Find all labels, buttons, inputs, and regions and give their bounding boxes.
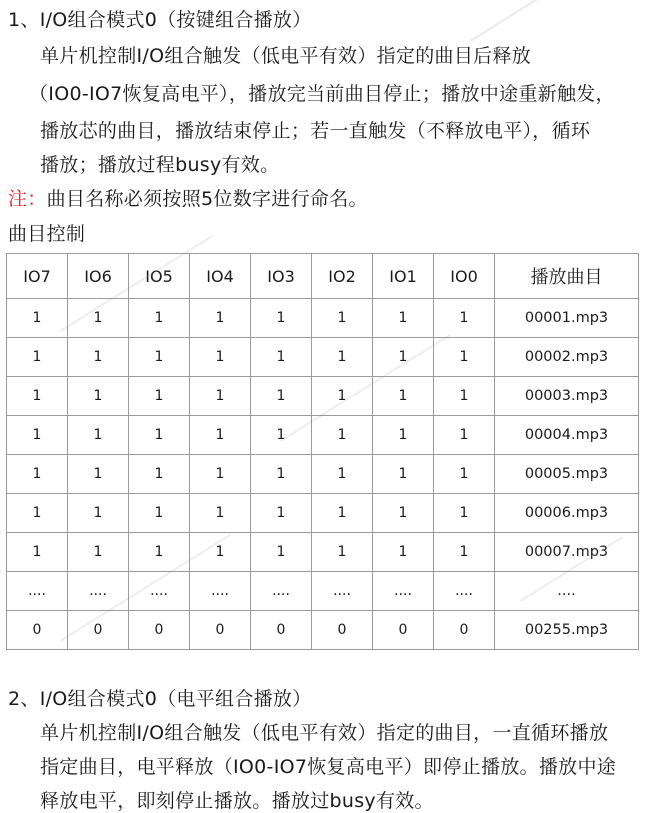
table-cell: 1 [373,377,434,416]
track-cell: 00005.mp3 [495,455,639,494]
table-cell: 1 [434,338,495,377]
table-cell: 1 [7,377,68,416]
table-cell: 1 [251,455,312,494]
table-cell: .... [129,572,190,611]
table-cell: 1 [312,299,373,338]
table-cell: 1 [434,494,495,533]
track-control-table [6,253,639,650]
header-io7: IO7 [7,254,68,299]
table-cell: 1 [251,533,312,572]
table-cell: 1 [7,494,68,533]
table-cell: 0 [190,611,251,650]
header-io5: IO5 [129,254,190,299]
table-cell: 1 [129,338,190,377]
section1-line-4: 播放；播放过程busy有效。 [40,154,280,176]
table-cell: .... [251,572,312,611]
table-cell: 1 [190,377,251,416]
table-cell: 1 [129,377,190,416]
table-cell: 1 [373,416,434,455]
table-cell: 1 [251,416,312,455]
table-cell: 1 [434,377,495,416]
table-cell: 1 [251,338,312,377]
table-row [7,533,639,572]
table-cell: 1 [312,377,373,416]
table-cell: .... [434,572,495,611]
table-cell: 1 [312,338,373,377]
table-row [7,494,639,533]
table-cell: 1 [373,494,434,533]
table-cell: 1 [68,299,129,338]
table-cell: 0 [68,611,129,650]
table-cell: .... [68,572,129,611]
table-cell: 1 [251,494,312,533]
table-cell: 1 [129,416,190,455]
table-cell: 1 [129,455,190,494]
table-cell: 1 [129,494,190,533]
section2-heading: 2、I/O组合模式0（电平组合播放） [8,688,312,710]
header-io6: IO6 [68,254,129,299]
table-cell: 0 [251,611,312,650]
track-cell: 00003.mp3 [495,377,639,416]
section1-line-2: （IO0-IO7恢复高电平），播放完当前曲目停止；播放中途重新触发， [29,83,615,105]
table-cell: .... [7,572,68,611]
watermark-mark [470,0,607,42]
table-cell: 0 [312,611,373,650]
table-row [7,455,639,494]
table-cell: 1 [190,494,251,533]
header-io0: IO0 [434,254,495,299]
table-cell: 1 [434,299,495,338]
table-cell: 1 [373,338,434,377]
table-cell: 1 [68,533,129,572]
table-cell: 1 [7,533,68,572]
header-track: 播放曲目 [495,254,639,299]
table-cell: 1 [373,299,434,338]
table-cell: 1 [68,338,129,377]
table-title: 曲目控制 [8,223,86,245]
table-row [7,299,639,338]
table-cell: .... [373,572,434,611]
table-cell: 1 [7,299,68,338]
section2-line-1: 单片机控制I/O组合触发（低电平有效）指定的曲目，一直循环播放 [40,722,609,744]
table-cell: .... [190,572,251,611]
table-cell: 1 [373,533,434,572]
table-cell: 1 [190,338,251,377]
track-cell: 00006.mp3 [495,494,639,533]
table-cell: 1 [312,455,373,494]
table-cell: 1 [312,494,373,533]
table-cell: 0 [373,611,434,650]
table-cell: 1 [7,416,68,455]
table-cell: 1 [68,416,129,455]
section1-line-3: 播放芯的曲目，播放结束停止；若一直触发（不释放电平），循环 [40,120,591,142]
track-cell: 00255.mp3 [495,611,639,650]
table-row [7,416,639,455]
section2-line-2: 指定曲目，电平释放（IO0-IO7恢复高电平）即停止播放。播放中途 [40,756,617,778]
table-cell: 1 [190,416,251,455]
track-cell: 00002.mp3 [495,338,639,377]
section2-line-3: 释放电平，即刻停止播放。播放过busy有效。 [40,790,434,812]
table-cell: 1 [312,416,373,455]
table-cell: 1 [434,455,495,494]
table-cell: 1 [434,416,495,455]
header-io3: IO3 [251,254,312,299]
track-cell: 00004.mp3 [495,416,639,455]
table-cell: 1 [312,533,373,572]
section1-heading: 1、I/O组合模式0（按键组合播放） [8,9,312,31]
table-header-row [7,254,639,299]
table-cell: 1 [190,299,251,338]
table-row [7,611,639,650]
note-text: 曲目名称必须按照5位数字进行命名。 [46,188,368,210]
table-cell: 1 [129,533,190,572]
table-cell: 1 [434,533,495,572]
header-io1: IO1 [373,254,434,299]
table-cell: 0 [7,611,68,650]
note-label: 注： [8,188,47,210]
table-cell: 1 [7,455,68,494]
table-cell: 1 [251,377,312,416]
table-cell: 1 [373,455,434,494]
table-cell: 1 [190,455,251,494]
table-cell: 0 [434,611,495,650]
track-cell: 00007.mp3 [495,533,639,572]
table-row-ellipsis [7,572,639,611]
table-cell: 1 [7,338,68,377]
section1-line-1: 单片机控制I/O组合触发（低电平有效）指定的曲目后释放 [40,45,532,67]
table-cell: 1 [190,533,251,572]
table-cell: 1 [68,455,129,494]
note-line [8,184,368,211]
table-cell: .... [312,572,373,611]
table-cell: 1 [251,299,312,338]
header-io4: IO4 [190,254,251,299]
table-cell: 1 [68,377,129,416]
table-row [7,377,639,416]
table-row [7,338,639,377]
track-cell: 00001.mp3 [495,299,639,338]
track-cell: .... [495,572,639,611]
table-cell: 0 [129,611,190,650]
header-io2: IO2 [312,254,373,299]
table-cell: 1 [68,494,129,533]
table-cell: 1 [129,299,190,338]
